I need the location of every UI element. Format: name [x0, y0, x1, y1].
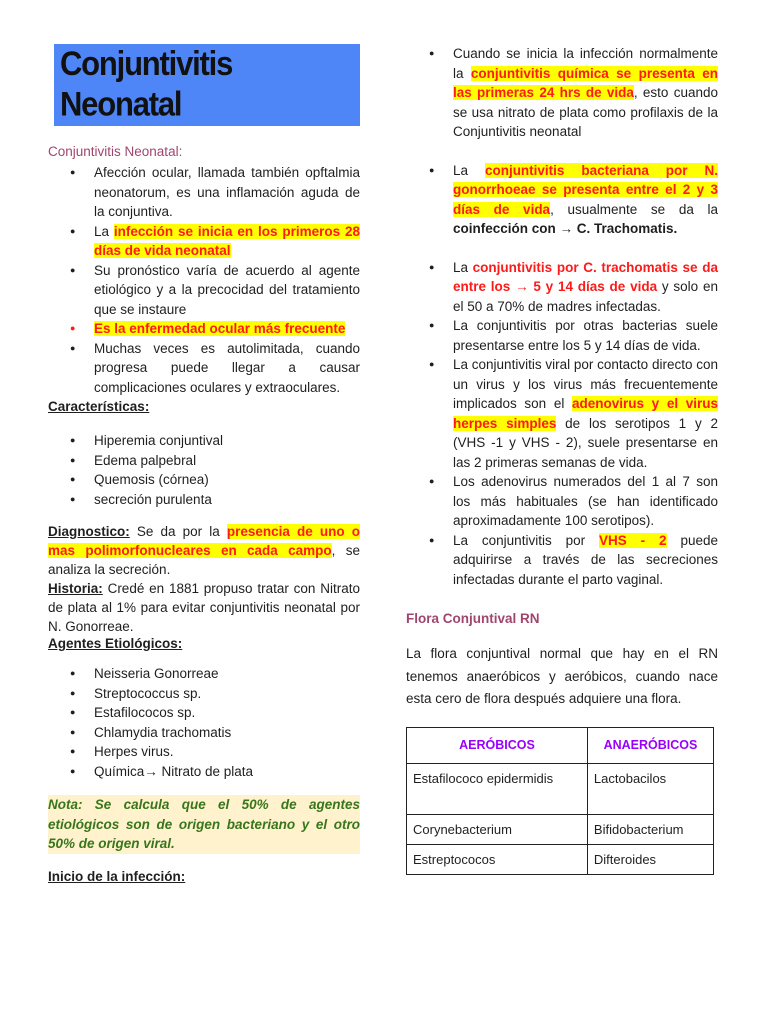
onset-list: [406, 44, 718, 589]
flora-heading: Flora Conjuntival RN: [406, 611, 540, 626]
list-item: ● Streptococcus sp.: [48, 684, 360, 704]
list-item: ● secreción purulenta: [48, 490, 360, 510]
column-header: ANAERÓBICOS: [587, 727, 713, 763]
table-cell: Difteroides: [587, 844, 713, 874]
list-item: ● Química→ Nitrato de plata: [48, 762, 360, 782]
list-item: ● Los adenovirus numerados del 1 al 7 son los más habituales (se han identificado aproximadamente 100 serotipos).: [406, 472, 718, 531]
column-header: AERÓBICOS: [407, 727, 588, 763]
list-item-highlight: ● Es la enfermedad ocular más frecuente: [48, 319, 360, 339]
list-item: ● Su pronóstico varía de acuerdo al agente etiológico y a la precocidad del tratamiento que se instaure: [48, 261, 360, 320]
list-item: ● La conjuntivitis por otras bacterias suele presentarse entre los 5 y 14 días de vida.: [406, 316, 718, 355]
list-item: ● Edema palpebral: [48, 451, 360, 471]
highlighted-text: infección se inicia en los primeros 28 días de vida neonatal: [94, 223, 360, 258]
list-item: ● Quemosis (córnea): [48, 470, 360, 490]
table-cell: Corynebacterium: [407, 814, 588, 844]
table-row: [407, 844, 714, 874]
red-text: conjuntivitis por C. trachomatis se da entre los → 5 y 14 días de vida: [453, 259, 718, 294]
table-body: [407, 763, 714, 874]
caracteristicas-heading: Características:: [48, 399, 150, 414]
list-item: ● Afección ocular, llamada también opftalmia neonatorum, es una inflamación aguda de la conjuntiva.: [48, 163, 360, 222]
highlighted-text: VHS - 2: [599, 532, 667, 548]
agentes-heading: Agentes Etiológicos:: [48, 636, 183, 651]
list-item: ● La conjuntivitis bacteriana por N. gonorrhoeae se presenta entre el 2 y 3 días de vida, usualmente se da la coinfección con → C. Trachomatis.: [406, 161, 718, 239]
highlighted-text: conjuntivitis química se presenta en las primeras 24 hrs de vida: [453, 65, 718, 100]
table-cell: Bifidobacterium: [587, 814, 713, 844]
page-title: Conjuntivitis Neonatal: [60, 43, 233, 124]
list-item: ● La conjuntivitis viral por contacto directo con un virus y los virus más frecuentemente implicados son el adenovirus y el virus herpes simples de los serotipos 1 y 2 (VHS -1 y VHS - 2), suele presentarse en las 2 primeras semanas de vida.: [406, 355, 718, 472]
title-banner: [54, 44, 360, 126]
list-item: ● Herpes virus.: [48, 742, 360, 762]
caracteristicas-list: [48, 431, 360, 509]
table-cell: Lactobacilos: [587, 763, 713, 814]
section-heading: Conjuntivitis Neonatal:: [48, 144, 183, 159]
left-column: [48, 44, 360, 884]
inicio-heading: Inicio de la infección:: [48, 868, 186, 884]
list-item: ● La conjuntivitis por C. trachomatis se da entre los → 5 y 14 días de vida y solo en el 50 a 70% de madres infectadas.: [406, 258, 718, 317]
table-row: [407, 763, 714, 814]
right-column: [406, 44, 718, 875]
highlighted-text: conjuntivitis bacteriana por N. gonorrhoeae se presenta entre el 2 y 3 días de vida: [453, 162, 718, 217]
note-box: Nota: Se calcula que el 50% de agentes etiológicos son de origen bacteriano y el otro 50% de origen viral.: [48, 795, 360, 854]
table-cell: Estreptococos: [407, 844, 588, 874]
table-row: [407, 814, 714, 844]
list-item: ● Neisseria Gonorreae: [48, 664, 360, 684]
list-item: ● Cuando se inicia la infección normalmente la conjuntivitis química se presenta en las primeras 24 hrs de vida, esto cuando se usa nitrato de plata como profilaxis de la Conjuntivitis neonatal: [406, 44, 718, 142]
diagnostico-paragraph: Diagnostico: Se da por la presencia de uno o mas polimorfonucleares en cada campo, se analiza la secreción.: [48, 524, 360, 577]
list-item: ● Estafilococos sp.: [48, 703, 360, 723]
flora-paragraph: La flora conjuntival normal que hay en el RN tenemos anaeróbicos y aeróbicos, cuando nace esta cero de flora después adquiere una flora.: [406, 646, 718, 706]
highlighted-text: adenovirus y el virus herpes simples: [453, 396, 718, 431]
intro-list: [48, 163, 360, 397]
table-header-row: [407, 727, 714, 763]
list-item: ● La conjuntivitis por VHS - 2 puede adquirirse a través de las secreciones infectadas durante el parto vaginal.: [406, 531, 718, 590]
table-cell: Estafilococo epidermidis: [407, 763, 588, 814]
agentes-list: [48, 664, 360, 781]
flora-table: [406, 727, 714, 875]
list-item: ● Hiperemia conjuntival: [48, 431, 360, 451]
highlighted-text: presencia de uno o mas polimorfonucleares en cada campo: [48, 524, 360, 558]
historia-paragraph: Historia: Credé en 1881 propuso tratar con Nitrato de plata al 1% para evitar conjuntivitis neonatal por N. Gonorreae.: [48, 581, 360, 634]
list-item: ● La infección se inicia en los primeros 28 días de vida neonatal: [48, 222, 360, 261]
list-item: ● Chlamydia trachomatis: [48, 723, 360, 743]
list-item: ● Muchas veces es autolimitada, cuando progresa puede llegar a causar complicaciones oculares y extraoculares.: [48, 339, 360, 398]
